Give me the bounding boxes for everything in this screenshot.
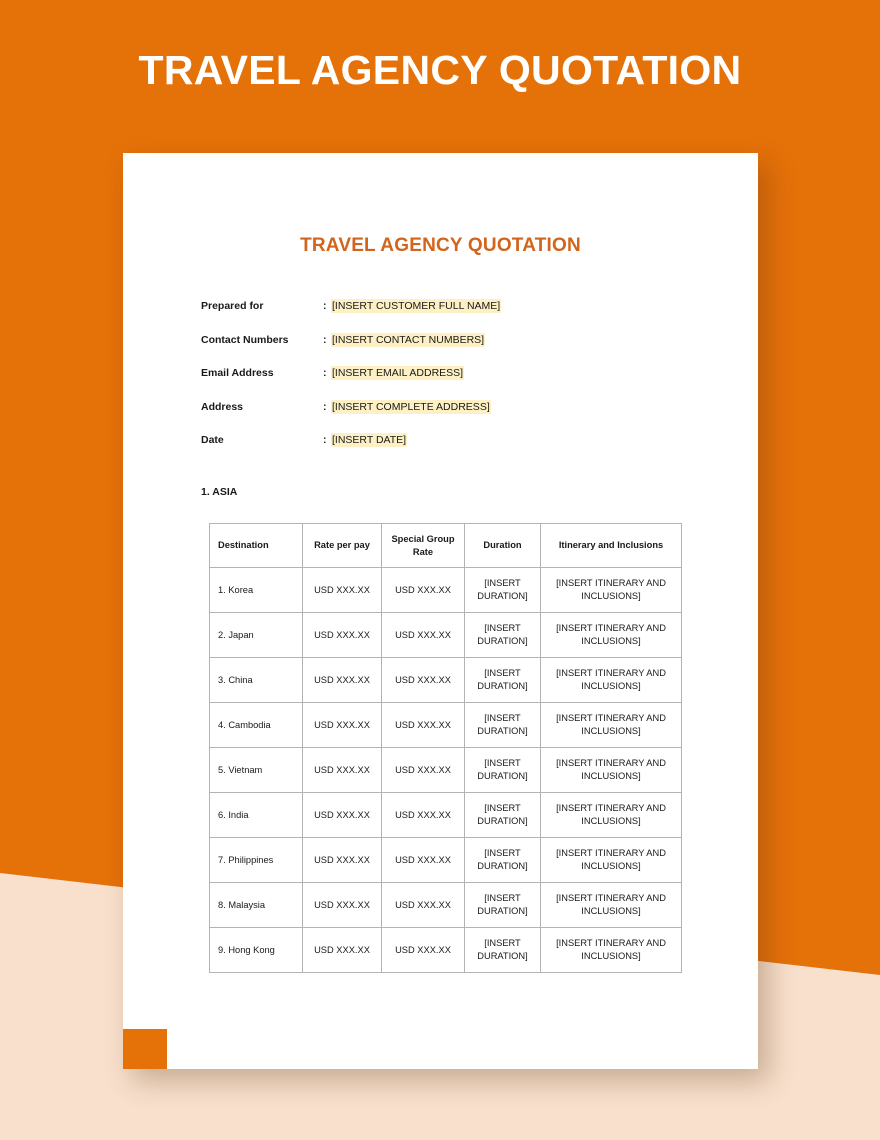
field-row-date [201,433,681,467]
cell-destination: 5. Vietnam [210,748,303,793]
cell-itinerary[interactable]: [INSERT ITINERARY AND INCLUSIONS] [541,793,682,838]
cell-itinerary[interactable]: [INSERT ITINERARY AND INCLUSIONS] [541,838,682,883]
cell-itinerary[interactable]: [INSERT ITINERARY AND INCLUSIONS] [541,703,682,748]
cell-itinerary[interactable]: [INSERT ITINERARY AND INCLUSIONS] [541,658,682,703]
cell-duration[interactable]: [INSERT DURATION] [465,613,541,658]
cell-rate[interactable]: USD XXX.XX [303,703,382,748]
document-page [123,153,758,1069]
cell-duration[interactable]: [INSERT DURATION] [465,838,541,883]
field-value-prepared-for[interactable]: [INSERT CUSTOMER FULL NAME] [332,300,501,312]
cell-duration[interactable]: [INSERT DURATION] [465,658,541,703]
cell-rate[interactable]: USD XXX.XX [303,883,382,928]
field-value-contact-numbers[interactable]: [INSERT CONTACT NUMBERS] [332,333,485,346]
cell-destination: 1. Korea [210,568,303,613]
field-value-address[interactable]: [INSERT COMPLETE ADDRESS] [332,400,490,413]
column-header-rate-per-pay: Rate per pay [303,524,382,568]
recipient-details-list [201,299,681,467]
field-separator-contact-numbers: : [323,333,327,346]
page-corner-accent-square [123,1029,167,1069]
cell-destination: 7. Philippines [210,838,303,883]
field-row-contact-numbers [201,333,681,367]
cell-duration[interactable]: [INSERT DURATION] [465,928,541,973]
section-heading-asia: 1. ASIA [201,486,238,498]
cell-destination: 9. Hong Kong [210,928,303,973]
cell-itinerary[interactable]: [INSERT ITINERARY AND INCLUSIONS] [541,568,682,613]
cell-group-rate[interactable]: USD XXX.XX [382,658,465,703]
field-row-email-address [201,366,681,400]
cell-rate[interactable]: USD XXX.XX [303,793,382,838]
column-header-special-group-rate: Special Group Rate [382,524,465,568]
cell-destination: 2. Japan [210,613,303,658]
table-row [210,838,682,883]
field-separator-prepared-for: : [323,300,327,312]
field-label-contact-numbers: Contact Numbers [201,333,289,346]
cell-rate[interactable]: USD XXX.XX [303,838,382,883]
field-separator-email-address: : [323,367,327,379]
cell-rate[interactable]: USD XXX.XX [303,568,382,613]
cell-rate[interactable]: USD XXX.XX [303,748,382,793]
document-title: TRAVEL AGENCY QUOTATION [300,235,581,256]
cell-duration[interactable]: [INSERT DURATION] [465,883,541,928]
cell-duration[interactable]: [INSERT DURATION] [465,703,541,748]
table-row [210,658,682,703]
table-row [210,928,682,973]
field-value-date[interactable]: [INSERT DATE] [332,434,407,446]
cell-duration[interactable]: [INSERT DURATION] [465,793,541,838]
asia-quotation-table [209,523,682,973]
cell-itinerary[interactable]: [INSERT ITINERARY AND INCLUSIONS] [541,748,682,793]
field-row-address [201,400,681,434]
cell-destination: 8. Malaysia [210,883,303,928]
cell-itinerary[interactable]: [INSERT ITINERARY AND INCLUSIONS] [541,613,682,658]
column-header-destination: Destination [210,524,303,568]
cell-destination: 6. India [210,793,303,838]
cell-group-rate[interactable]: USD XXX.XX [382,568,465,613]
field-label-address: Address [201,400,244,413]
cell-rate[interactable]: USD XXX.XX [303,613,382,658]
cell-destination: 4. Cambodia [210,703,303,748]
field-label-date: Date [201,434,224,446]
column-header-itinerary-and-inclusions: Itinerary and Inclusions [541,524,682,568]
cell-group-rate[interactable]: USD XXX.XX [382,838,465,883]
field-value-email-address[interactable]: [INSERT EMAIL ADDRESS] [332,367,464,379]
field-separator-address: : [323,400,327,413]
table-row [210,568,682,613]
cell-group-rate[interactable]: USD XXX.XX [382,703,465,748]
cell-group-rate[interactable]: USD XXX.XX [382,928,465,973]
field-row-prepared-for [201,299,681,333]
cell-rate[interactable]: USD XXX.XX [303,658,382,703]
table-row [210,793,682,838]
cell-duration[interactable]: [INSERT DURATION] [465,748,541,793]
table-row [210,613,682,658]
table-row [210,883,682,928]
cell-group-rate[interactable]: USD XXX.XX [382,793,465,838]
cell-rate[interactable]: USD XXX.XX [303,928,382,973]
cell-group-rate[interactable]: USD XXX.XX [382,748,465,793]
cell-itinerary[interactable]: [INSERT ITINERARY AND INCLUSIONS] [541,928,682,973]
table-row [210,703,682,748]
banner-title: TRAVEL AGENCY QUOTATION [138,47,742,93]
cell-duration[interactable]: [INSERT DURATION] [465,568,541,613]
field-label-prepared-for: Prepared for [201,300,264,312]
table-header-row [210,524,682,568]
cell-group-rate[interactable]: USD XXX.XX [382,883,465,928]
cell-destination: 3. China [210,658,303,703]
field-label-email-address: Email Address [201,367,274,379]
cell-group-rate[interactable]: USD XXX.XX [382,613,465,658]
cell-itinerary[interactable]: [INSERT ITINERARY AND INCLUSIONS] [541,883,682,928]
field-separator-date: : [323,434,327,446]
table-row [210,748,682,793]
column-header-duration: Duration [465,524,541,568]
